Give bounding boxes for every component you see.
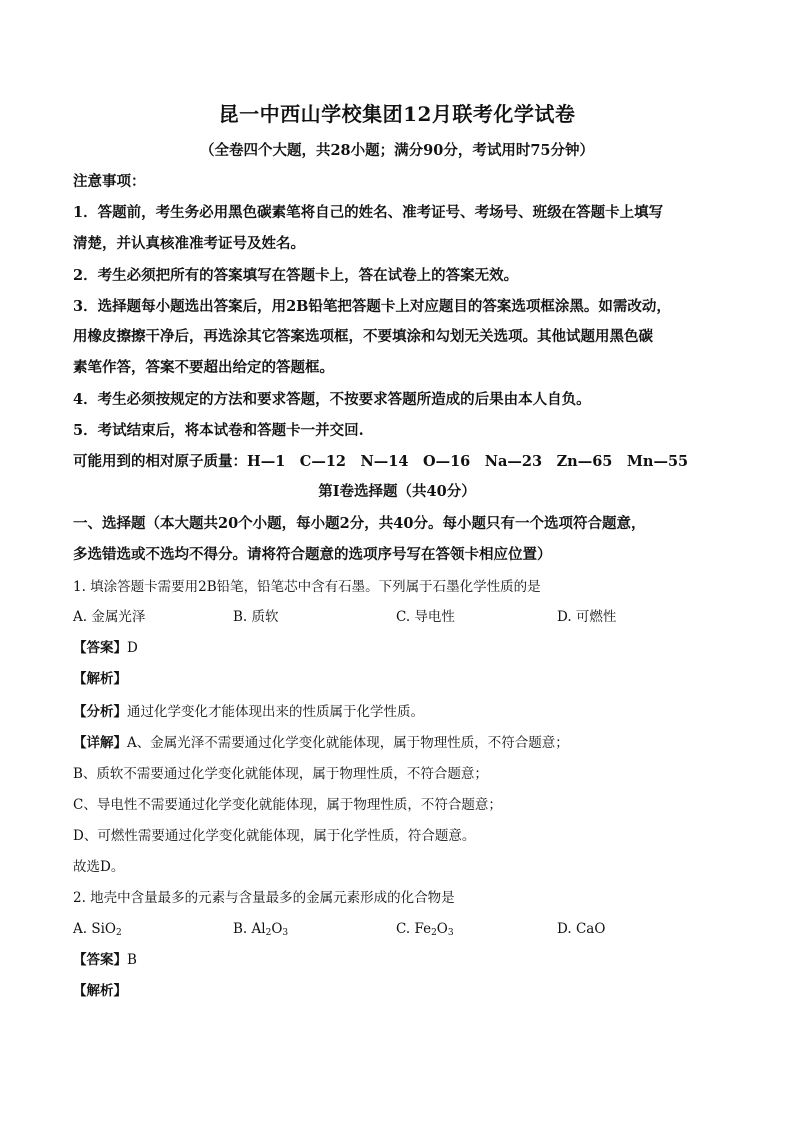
q2-explain-tag: 【解析】 bbox=[73, 983, 127, 999]
q1-option-d: D. 可燃性 bbox=[557, 609, 617, 625]
q2-option-b: B. $Al_2O_3$ bbox=[233, 921, 289, 938]
q1-option-a: A. 金属光泽 bbox=[73, 609, 146, 625]
q1-conclusion: 故选D。 bbox=[73, 859, 125, 875]
q1-detail-line: C、导电性不需要通过化学变化就能体现，属于物理性质，不符合题意； bbox=[73, 797, 502, 813]
q2-answer: 【答案】B bbox=[73, 952, 137, 968]
q1-detail-line: B、质软不需要通过化学变化就能体现，属于物理性质，不符合题意； bbox=[73, 766, 488, 782]
notice-line: 5．考试结束后，将本试卷和答题卡一并交回. bbox=[73, 422, 364, 439]
notice-line: 4．考生必须按规定的方法和要求答题，不按要求答题所造成的后果由本人自负。 bbox=[73, 391, 591, 408]
notice-heading: 注意事项： bbox=[73, 173, 146, 190]
notice-line: 用橡皮擦擦干净后，再选涂其它答案选项框，不要填涂和勾划无关选项。其他试题用黑色碳 bbox=[73, 328, 653, 345]
notice-line: 2．考生必须把所有的答案填写在答题卡上，答在试卷上的答案无效。 bbox=[73, 267, 519, 284]
notice-line: 3．选择题每小题选出答案后，用2B铅笔把答题卡上对应题目的答案选项框涂黑。如需改动， bbox=[73, 298, 671, 315]
q2-option-a: A. SiO$_2$ bbox=[73, 921, 122, 938]
question-1-stem: 1. 填涂答题卡需要用2B铅笔，铅笔芯中含有石墨。下列属于石墨化学性质的是 bbox=[73, 579, 541, 595]
q2-option-d: D. CaO bbox=[557, 921, 606, 937]
question-2-stem: 2. 地壳中含量最多的元素与含量最多的金属元素形成的化合物是 bbox=[73, 890, 455, 906]
atomic-masses: 可能用到的相对原子质量：H—1 C—12 N—14 O—16 Na—23 Zn—65 Mn—55 bbox=[73, 453, 689, 470]
q1-option-b: B. 质软 bbox=[233, 609, 279, 625]
q1-detail: 【详解】A、金属光泽不需要通过化学变化就能体现，属于物理性质，不符合题意； bbox=[73, 735, 569, 751]
notice-line: 清楚，并认真核准准考证号及姓名。 bbox=[73, 235, 305, 252]
q1-explain-tag: 【解析】 bbox=[73, 671, 127, 687]
q1-detail-line: D、可燃性需要通过化学变化就能体现，属于化学性质，符合题意。 bbox=[73, 828, 476, 844]
exam-subtitle: （全卷四个大题，共28小题；满分90分，考试用时75分钟） bbox=[199, 142, 595, 159]
part-one-instructions: 一、选择题（本大题共20个小题，每小题2分，共40分。每小题只有一个选项符合题意， bbox=[73, 515, 646, 532]
exam-title: 昆一中西山学校集团12月联考化学试卷 bbox=[218, 102, 576, 126]
q2-option-c: C. $Fe_2O_3$ bbox=[396, 921, 454, 938]
notice-line: 素笔作答，答案不要超出给定的答题框。 bbox=[73, 359, 334, 376]
notice-line: 1．答题前，考生务必用黑色碳素笔将自己的姓名、准考证号、考场号、班级在答题卡上填写 bbox=[73, 204, 664, 221]
q1-option-c: C. 导电性 bbox=[396, 609, 455, 625]
section-title: 第I卷选择题（共40分） bbox=[318, 483, 476, 500]
q1-answer: 【答案】D bbox=[73, 640, 138, 656]
part-one-instructions: 多选错选或不选均不得分。请将符合题意的选项序号写在答领卡相应位置） bbox=[73, 546, 552, 563]
q1-analysis: 【分析】通过化学变化才能体现出来的性质属于化学性质。 bbox=[73, 704, 424, 720]
